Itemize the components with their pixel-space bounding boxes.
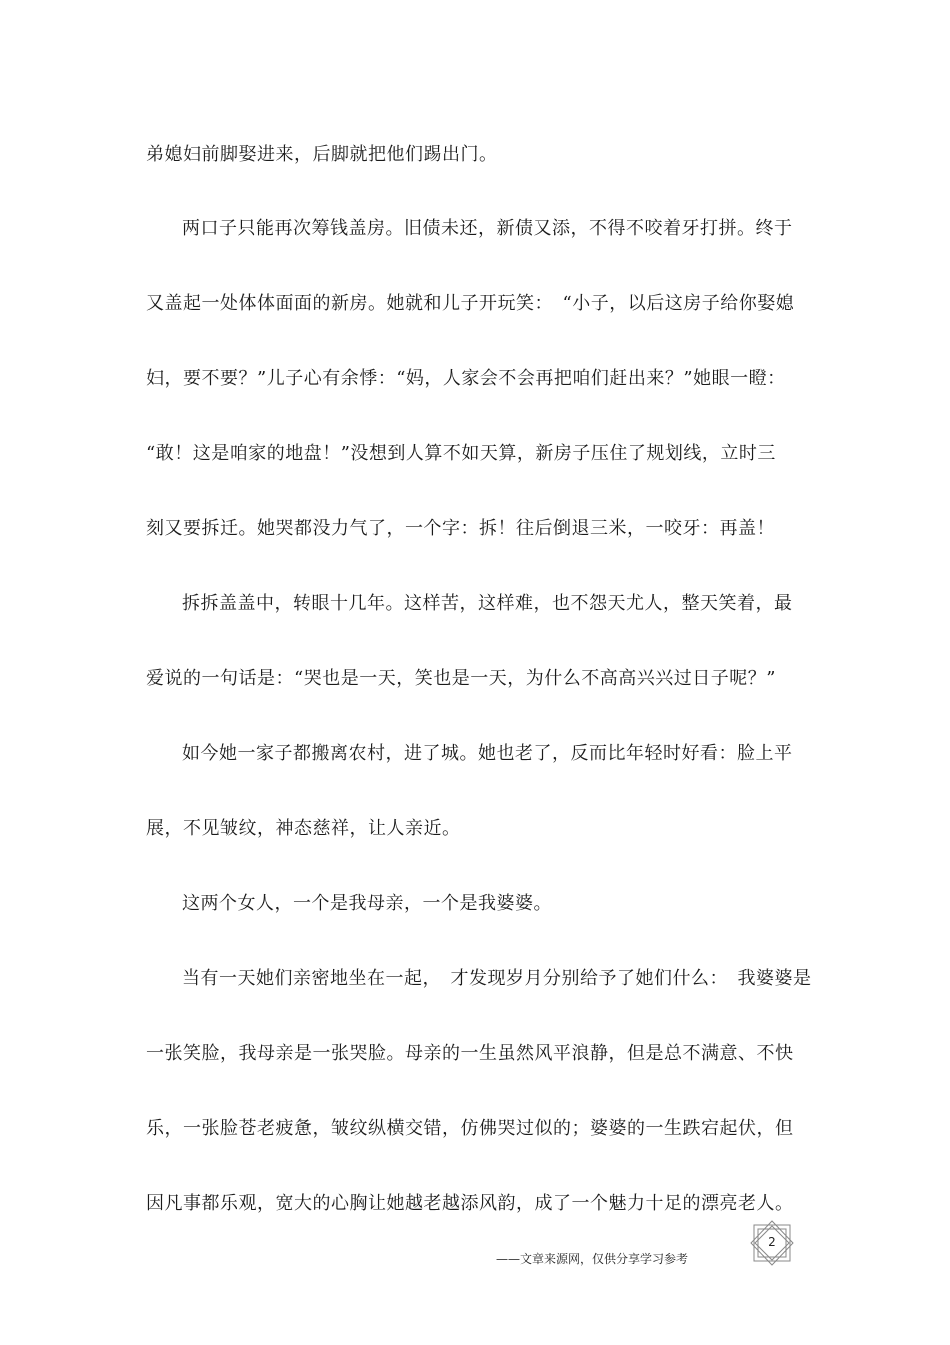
paragraph-line: 因凡事都乐观，宽大的心胸让她越老越添风韵，成了一个魅力十足的漂亮老人。 xyxy=(146,1193,794,1214)
paragraph-line: 妇，要不要？”儿子心有余悸：“妈，人家会不会再把咱们赶出来？”她眼一瞪： xyxy=(146,368,786,389)
paragraph-line: 又盖起一处体体面面的新房。她就和儿子开玩笑： “小子，以后这房子给你娶媳 xyxy=(146,293,795,314)
source-footer: ——文章来源网，仅供分享学习参考 xyxy=(496,1252,689,1266)
page-number: 2 xyxy=(768,1235,776,1249)
paragraph-line: 这两个女人，一个是我母亲，一个是我婆婆。 xyxy=(182,893,552,914)
paragraph-line: 当有一天她们亲密地坐在一起， 才发现岁月分别给予了她们什么： 我婆婆是 xyxy=(182,968,812,989)
paragraph-line: 刻又要拆迁。她哭都没力气了，一个字：拆！往后倒退三米，一咬牙：再盖！ xyxy=(146,518,775,539)
paragraph-line: “敢！这是咱家的地盘！”没想到人算不如天算，新房子压住了规划线，立时三 xyxy=(146,443,776,464)
paragraph-line: 弟媳妇前脚娶进来，后脚就把他们踢出门。 xyxy=(146,144,498,165)
paragraph-line: 乐，一张脸苍老疲惫，皱纹纵横交错，仿佛哭过似的；婆婆的一生跌宕起伏，但 xyxy=(146,1118,794,1139)
paragraph-line: 爱说的一句话是：“哭也是一天，笑也是一天，为什么不高高兴兴过日子呢？” xyxy=(146,668,776,689)
paragraph-line: 如今她一家子都搬离农村，进了城。她也老了，反而比年轻时好看：脸上平 xyxy=(182,743,793,764)
paragraph-line: 展，不见皱纹，神态慈祥，让人亲近。 xyxy=(146,818,461,839)
paragraph-line: 一张笑脸，我母亲是一张哭脸。母亲的一生虽然风平浪静，但是总不满意、不快 xyxy=(146,1043,794,1064)
page-number-badge xyxy=(748,1220,796,1266)
paragraph-line: 两口子只能再次筹钱盖房。旧债未还，新债又添，不得不咬着牙打拼。终于 xyxy=(182,218,793,239)
paragraph-line: 拆拆盖盖中，转眼十几年。这样苦，这样难，也不怨天尤人，整天笑着，最 xyxy=(182,593,793,614)
